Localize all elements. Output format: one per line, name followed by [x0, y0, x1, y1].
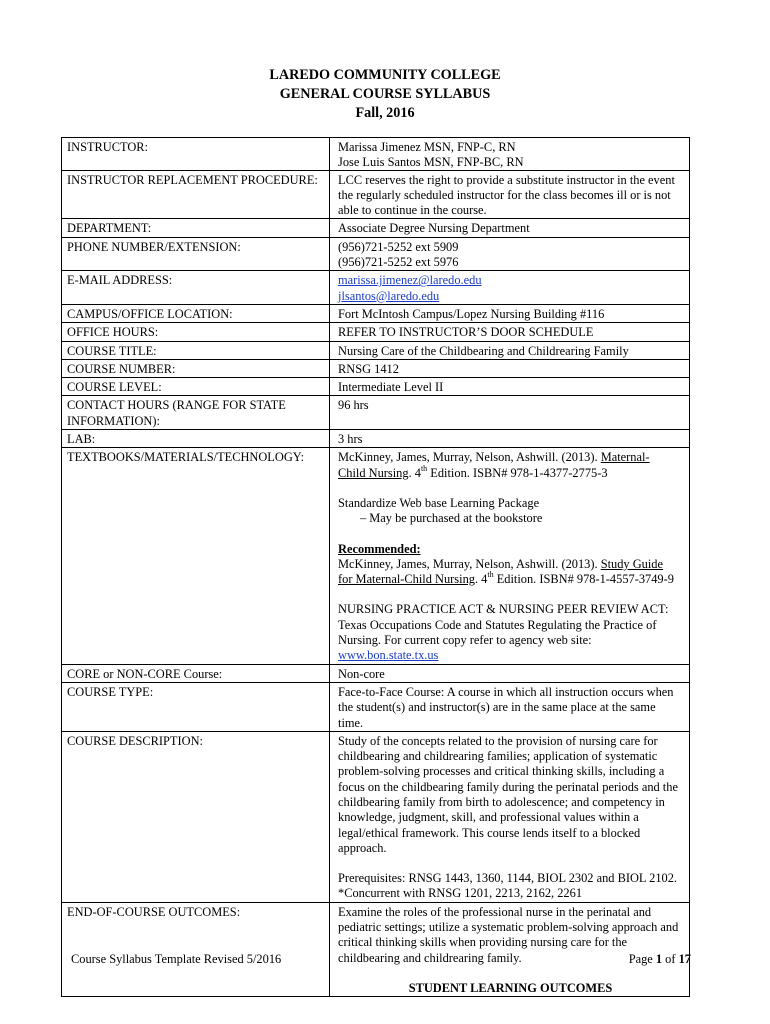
label-contact-hours: CONTACT HOURS (RANGE FOR STATE INFORMATION):	[62, 396, 330, 429]
value-department: Associate Degree Nursing Department	[338, 221, 530, 236]
row-course-title	[62, 342, 689, 360]
college-name: LAREDO COMMUNITY COLLEGE	[269, 67, 501, 83]
label-textbooks: TEXTBOOKS/MATERIALS/TECHNOLOGY:	[62, 448, 330, 663]
row-course-type	[62, 683, 689, 732]
value-outcomes: Examine the roles of the professional nurse in the perinatal and pediatric settings; utilize a systematic problem-solving approach and critical thinking skills when providing nursing care for the childbearing and childrearing family. STUDENT LEARNING OUTCOMES	[330, 903, 689, 996]
value-course-title: Nursing Care of the Childbearing and Childrearing Family	[338, 343, 629, 358]
textbook-2-line-1: McKinney, James, Murray, Nelson, Ashwill. (2013). Study Guide	[338, 556, 664, 571]
textbook-1-line-1: McKinney, James, Murray, Nelson, Ashwill. (2013). Maternal-	[338, 450, 650, 465]
label-campus: CAMPUS/OFFICE LOCATION:	[62, 305, 330, 322]
label-lab: LAB:	[62, 430, 330, 447]
label-office-hours: OFFICE HOURS:	[62, 323, 330, 340]
row-office-hours	[62, 322, 689, 341]
label-core: CORE or NON-CORE Course:	[62, 665, 330, 682]
value-phone: (956)721-5252 ext 5909 (956)721-5252 ext 5976	[338, 239, 459, 270]
label-instructor: INSTRUCTOR:	[62, 138, 330, 171]
row-campus	[62, 305, 689, 322]
value-email	[330, 271, 689, 304]
textbook-2-line-2: for Maternal-Child Nursing. 4th Edition. ISBN# 978-1-4557-3749-9	[338, 570, 674, 587]
row-textbooks	[62, 447, 689, 664]
concurrent: *Concurrent with RNSG 1201, 2213, 2162, 2261	[338, 886, 583, 901]
page-number: Page 1 of 17	[628, 952, 691, 966]
row-course-number	[62, 360, 689, 378]
label-email: E-MAIL ADDRESS:	[62, 271, 330, 304]
bon-website-link[interactable]: www.bon.state.tx.us	[338, 648, 439, 663]
row-phone	[62, 237, 689, 272]
row-department	[62, 219, 689, 236]
value-contact-hours: 96 hrs	[338, 398, 369, 413]
learning-package: Standardize Web base Learning Package	[338, 495, 540, 510]
label-replacement: INSTRUCTOR REPLACEMENT PROCEDURE:	[62, 171, 330, 219]
value-campus: Fort McIntosh Campus/Lopez Nursing Building #116	[338, 306, 605, 321]
email-link-santos[interactable]: jlsantos@laredo.edu	[338, 288, 440, 303]
value-core: Non-core	[338, 666, 385, 681]
row-outcomes	[62, 903, 689, 996]
value-description: Study of the concepts related to the provision of nursing care for childbearing and childrearing families; application of systematic problem-solving processes and critical thinking skills, including a focus on the childbearing family during the perinatal periods and the childbearing family from birth to adolescence; and competency in knowledge, judgment, skill, and professional values within a legal/ethical framework. This course lends itself to a blocked approach. Prerequisites: RNSG 1443, 1360, 1144, BIOL 2302 and BIOL 2102. *Concurrent with RNSG 1201, 2213, 2162, 2261	[330, 732, 689, 902]
textbook-1-line-2: Child Nursing. 4th Edition. ISBN# 978-1-4377-2775-3	[338, 463, 608, 480]
learning-package-bullet: – May be purchased at the bookstore	[360, 511, 543, 526]
email-link-jimenez[interactable]: marissa.jimenez@laredo.edu	[338, 273, 482, 288]
value-course-type: Face-to-Face Course: A course in which all instruction occurs when the student(s) and instructor(s) are in the same place at the same time.	[338, 684, 674, 730]
value-office-hours: REFER TO INSTRUCTOR’S DOOR SCHEDULE	[338, 325, 594, 340]
value-course-level: Intermediate Level II	[338, 380, 444, 395]
value-course-number: RNSG 1412	[338, 361, 399, 376]
label-phone: PHONE NUMBER/EXTENSION:	[62, 238, 330, 271]
footer-template-note: Course Syllabus Template Revised 5/2016	[71, 952, 282, 966]
value-lab: 3 hrs	[338, 432, 363, 447]
label-course-type: COURSE TYPE:	[62, 683, 330, 731]
value-textbooks: McKinney, James, Murray, Nelson, Ashwill. (2013). Maternal- Child Nursing. 4th Edition. ISBN# 978-1-4377-2775-3 Standardize Web base Learning Package – May be purchased at the bookstore Recommended: McKinney, James, Murray, Nelson, Ashwill. (2013). Study Guide for Maternal-Child Nursing. 4th Edition. ISBN# 978-1-4557-3749-9 NURSING PRACTICE ACT & NURSING PEER REVIEW ACT: Texas Occupations Code and Statutes Regulating the Practice of Nursing. For current copy refer to agency web site: www.bon.state.tx.us	[330, 448, 689, 663]
term: Fall, 2016	[355, 105, 415, 121]
row-lab	[62, 430, 689, 447]
label-department: DEPARTMENT:	[62, 219, 330, 236]
document-header	[0, 66, 770, 123]
row-replacement	[62, 170, 689, 220]
row-instructor	[62, 138, 689, 171]
label-outcomes: END-OF-COURSE OUTCOMES:	[62, 903, 330, 996]
row-description	[62, 732, 689, 903]
label-description: COURSE DESCRIPTION:	[62, 732, 330, 902]
row-course-level	[62, 378, 689, 396]
label-course-number: COURSE NUMBER:	[62, 360, 330, 377]
label-course-level: COURSE LEVEL:	[62, 378, 330, 395]
row-core	[62, 665, 689, 683]
slo-heading: STUDENT LEARNING OUTCOMES	[408, 980, 613, 995]
syllabus-title: GENERAL COURSE SYLLABUS	[279, 86, 491, 102]
row-email	[62, 271, 689, 305]
syllabus-table	[61, 137, 690, 997]
label-course-title: COURSE TITLE:	[62, 342, 330, 359]
row-contact-hours	[62, 396, 689, 430]
value-instructor: Marissa Jimenez MSN, FNP-C, RN Jose Luis Santos MSN, FNP-BC, RN	[338, 140, 524, 170]
value-replacement: LCC reserves the right to provide a substitute instructor in the event the regularly scheduled instructor for the class becomes ill or is not able to continue in the course.	[338, 172, 675, 218]
prerequisites: Prerequisites: RNSG 1443, 1360, 1144, BIOL 2302 and BIOL 2102.	[338, 871, 678, 886]
recommended-heading: Recommended:	[338, 541, 421, 556]
